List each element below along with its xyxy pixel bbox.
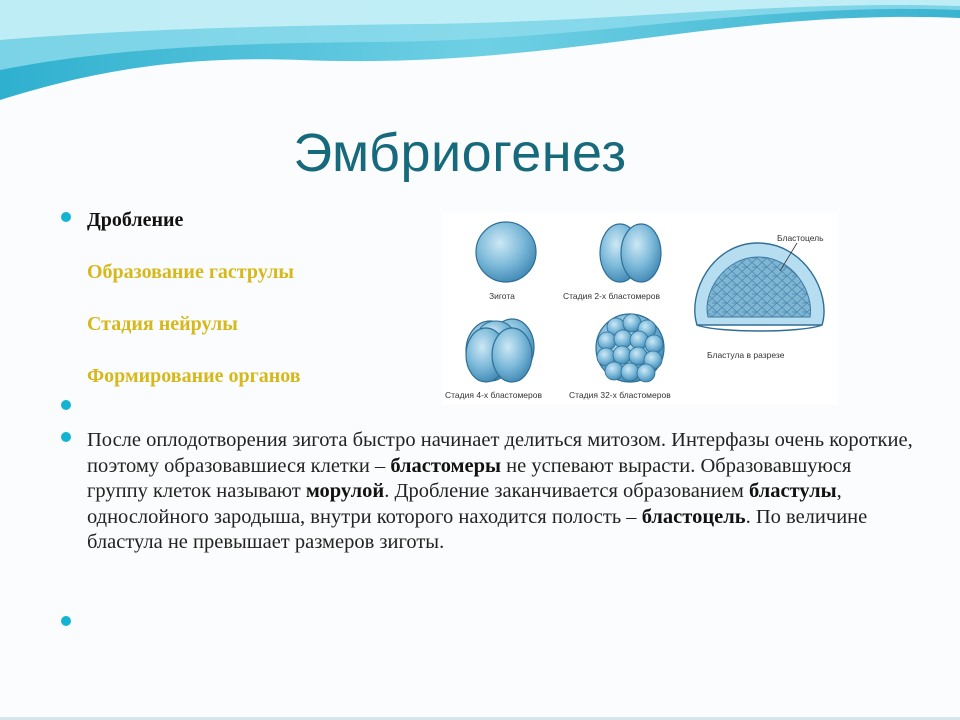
caption-blastocoel: Бластоцель bbox=[777, 233, 824, 243]
four-cell-stage bbox=[466, 319, 534, 382]
term-blastomeres: бластомеры bbox=[390, 454, 502, 477]
header-wave-decoration bbox=[0, 0, 960, 120]
slide-title: Эмбриогенез bbox=[293, 123, 627, 183]
stage-item: Образование гаструлы bbox=[87, 261, 295, 283]
caption-thirty-two-cell: Стадия 32-х бластомеров bbox=[569, 390, 671, 400]
text-run: не успевают вырасти. Образовавшуюся группу клеток называют bbox=[87, 454, 852, 502]
term-morula: морулой bbox=[305, 480, 385, 502]
caption-four-cell: Стадия 4-х бластомеров bbox=[445, 390, 542, 400]
stage-item: Формирование органов bbox=[87, 365, 301, 387]
blastula-section bbox=[695, 243, 824, 331]
list-heading: Дробление bbox=[87, 209, 184, 231]
stage-item: Стадия нейрулы bbox=[87, 313, 238, 335]
term-blastocoel: бластоцель bbox=[641, 505, 746, 528]
description-paragraph bbox=[87, 428, 917, 556]
cleavage-figure bbox=[442, 213, 838, 405]
zygote-cell bbox=[476, 222, 536, 282]
text-run: , однослойного зародыша, внутри которого находится полость – bbox=[87, 480, 842, 528]
bullet-dot bbox=[61, 212, 71, 222]
bullet-dot bbox=[61, 400, 71, 410]
two-cell-stage bbox=[600, 224, 661, 282]
text-run: . По величине бластула не превышает размеров зиготы. bbox=[87, 505, 868, 553]
caption-blastula: Бластула в разрезе bbox=[707, 350, 785, 360]
caption-two-cell: Стадия 2-х бластомеров bbox=[563, 291, 660, 301]
term-blastula: бластулы bbox=[748, 480, 837, 502]
text-run: . Дробление заканчивается образованием bbox=[384, 480, 749, 502]
text-run: После оплодотворения зигота быстро начинает делиться митозом. Интерфазы очень короткие, поэтому образовавшиеся клетки – bbox=[87, 429, 913, 477]
bullet-dot bbox=[61, 616, 71, 626]
cleavage-illustration bbox=[442, 213, 838, 405]
thirty-two-cell-stage bbox=[596, 314, 664, 382]
bullet-dot bbox=[61, 432, 71, 442]
caption-zygote: Зигота bbox=[489, 291, 515, 301]
